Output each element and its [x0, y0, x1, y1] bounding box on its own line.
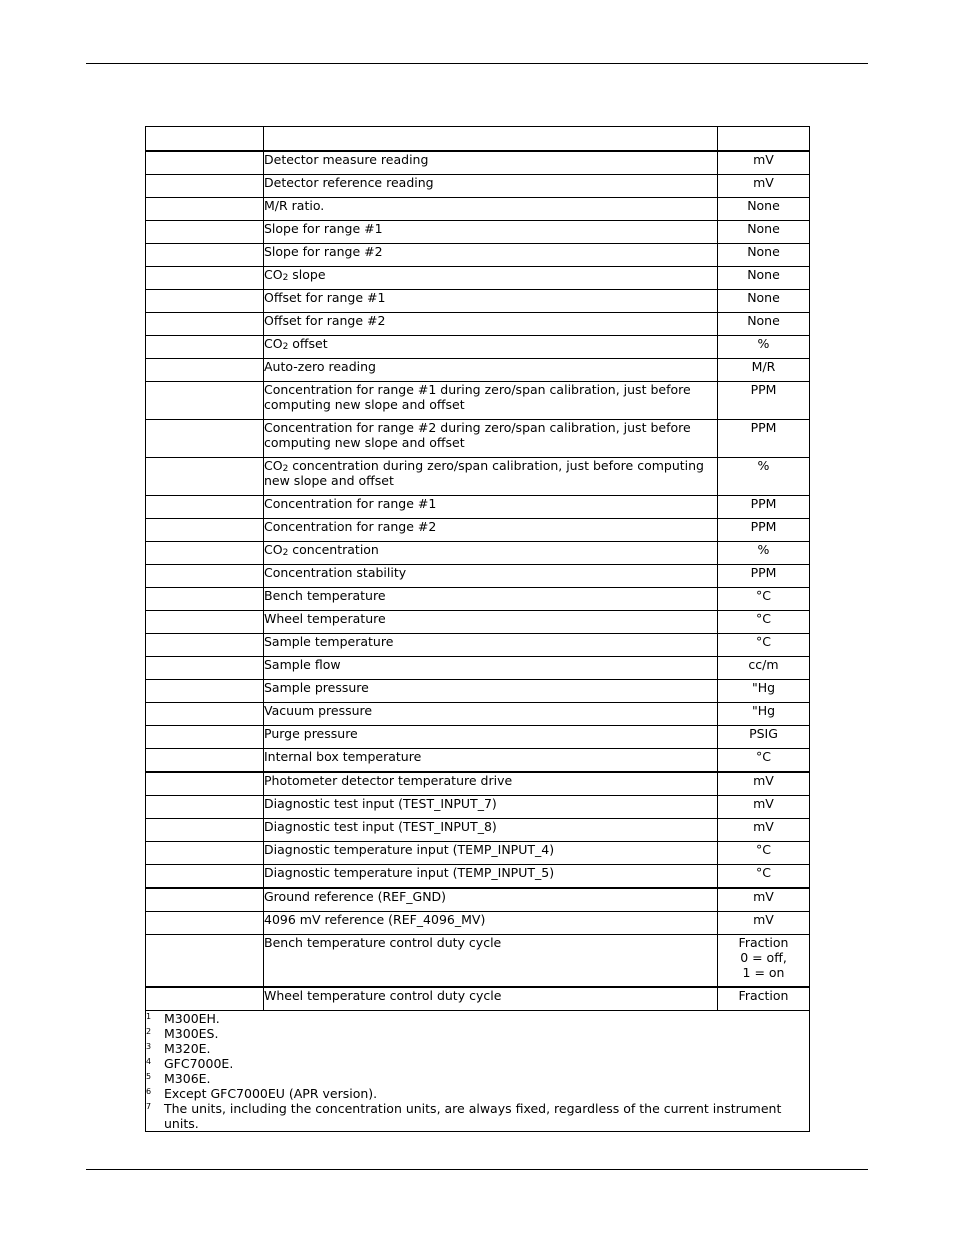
footnote — [146, 1056, 809, 1071]
parameter-description: 4096 mV reference (REF_4096_MV) — [264, 912, 718, 935]
description-text: concentration during zero/span calibration, just before computing new slope and offset — [264, 458, 704, 488]
parameter-units: PPM — [718, 496, 810, 519]
parameter-description: Offset for range #2 — [264, 313, 718, 336]
table-row — [146, 267, 810, 290]
parameter-description: Bench temperature control duty cycle — [264, 935, 718, 988]
table-row — [146, 935, 810, 988]
parameter-name — [146, 842, 264, 865]
footnote-number: 4 — [146, 1057, 152, 1066]
footnote-number: 3 — [146, 1042, 152, 1051]
parameter-name — [146, 987, 264, 1011]
parameter-units: None — [718, 267, 810, 290]
table-row — [146, 519, 810, 542]
parameter-description: Concentration for range #2 during zero/span calibration, just before computing new slope and offset — [264, 420, 718, 458]
parameter-units: None — [718, 290, 810, 313]
parameter-units: °C — [718, 588, 810, 611]
parameter-name — [146, 175, 264, 198]
parameter-description: Detector reference reading — [264, 175, 718, 198]
footnote — [146, 1011, 809, 1026]
table-row — [146, 819, 810, 842]
description-text: concentration — [288, 542, 379, 557]
header-rule — [86, 63, 868, 64]
parameter-units: PPM — [718, 382, 810, 420]
parameter-description — [264, 542, 718, 565]
parameter-units: % — [718, 542, 810, 565]
parameter-name — [146, 772, 264, 796]
parameter-name — [146, 796, 264, 819]
parameter-units: mV — [718, 912, 810, 935]
units-line: 0 = off, — [740, 950, 787, 965]
table-row — [146, 912, 810, 935]
footnote — [146, 1086, 809, 1101]
table-row — [146, 680, 810, 703]
parameter-name — [146, 359, 264, 382]
table-row — [146, 313, 810, 336]
parameter-units — [718, 935, 810, 988]
parameter-units: None — [718, 198, 810, 221]
parameter-description: Diagnostic temperature input (TEMP_INPUT_4) — [264, 842, 718, 865]
parameter-name — [146, 703, 264, 726]
header-cell — [718, 127, 810, 152]
parameter-description: Vacuum pressure — [264, 703, 718, 726]
parameter-units: °C — [718, 842, 810, 865]
parameter-units: mV — [718, 819, 810, 842]
parameter-units: mV — [718, 888, 810, 912]
footnote-text: M300ES. — [164, 1026, 219, 1041]
parameter-units: % — [718, 336, 810, 359]
subscript: 2 — [282, 548, 289, 558]
parameter-units: °C — [718, 611, 810, 634]
parameter-name — [146, 657, 264, 680]
footnote — [146, 1071, 809, 1086]
description-text: offset — [288, 336, 328, 351]
parameter-description: Sample temperature — [264, 634, 718, 657]
parameter-name — [146, 888, 264, 912]
subscript: 2 — [282, 273, 289, 283]
parameter-name — [146, 267, 264, 290]
parameter-units: PPM — [718, 565, 810, 588]
parameter-name — [146, 819, 264, 842]
parameter-name — [146, 290, 264, 313]
parameter-units: PPM — [718, 519, 810, 542]
parameter-description: Diagnostic test input (TEST_INPUT_7) — [264, 796, 718, 819]
table-row — [146, 290, 810, 313]
units-line: 1 = on — [742, 965, 785, 980]
table-row — [146, 657, 810, 680]
parameter-units: mV — [718, 175, 810, 198]
table-row — [146, 175, 810, 198]
parameter-units: PPM — [718, 420, 810, 458]
parameter-description: Diagnostic temperature input (TEMP_INPUT_5) — [264, 865, 718, 889]
footnote-text: GFC7000E. — [164, 1056, 234, 1071]
table-row — [146, 842, 810, 865]
parameter-description: Slope for range #2 — [264, 244, 718, 267]
parameter-description: Concentration for range #1 during zero/span calibration, just before computing new slope and offset — [264, 382, 718, 420]
footer-rule — [86, 1169, 868, 1170]
footnote-text: M300EH. — [164, 1011, 220, 1026]
table-row — [146, 359, 810, 382]
parameter-name — [146, 198, 264, 221]
parameter-units: Fraction — [718, 987, 810, 1011]
parameter-name — [146, 382, 264, 420]
table-row — [146, 336, 810, 359]
header-cell — [146, 127, 264, 152]
parameter-units: % — [718, 458, 810, 496]
table-row — [146, 420, 810, 458]
table-row — [146, 772, 810, 796]
parameter-description: Purge pressure — [264, 726, 718, 749]
parameter-name — [146, 519, 264, 542]
parameter-units: °C — [718, 865, 810, 889]
parameter-name — [146, 680, 264, 703]
parameter-description: Detector measure reading — [264, 151, 718, 175]
table-row — [146, 726, 810, 749]
footnote — [146, 1101, 809, 1131]
table-row — [146, 588, 810, 611]
parameter-name — [146, 611, 264, 634]
table-row — [146, 244, 810, 267]
footnotes-row — [146, 1011, 810, 1132]
parameter-name — [146, 588, 264, 611]
parameter-units: "Hg — [718, 703, 810, 726]
table-row — [146, 221, 810, 244]
parameter-description — [264, 267, 718, 290]
table-row — [146, 458, 810, 496]
parameter-units: °C — [718, 749, 810, 773]
table-row — [146, 796, 810, 819]
parameter-description: Ground reference (REF_GND) — [264, 888, 718, 912]
parameter-name — [146, 865, 264, 889]
parameter-name — [146, 244, 264, 267]
parameter-description: Photometer detector temperature drive — [264, 772, 718, 796]
parameter-description: Concentration for range #1 — [264, 496, 718, 519]
parameter-units: mV — [718, 796, 810, 819]
parameter-description: Sample flow — [264, 657, 718, 680]
parameter-description: Wheel temperature — [264, 611, 718, 634]
description-text: CO — [264, 542, 283, 557]
parameter-description: Slope for range #1 — [264, 221, 718, 244]
parameter-units: cc/m — [718, 657, 810, 680]
table-row — [146, 749, 810, 773]
parameter-name — [146, 726, 264, 749]
footnote-number: 1 — [146, 1012, 152, 1021]
footnote-number: 2 — [146, 1027, 152, 1036]
table-row — [146, 151, 810, 175]
parameter-units: None — [718, 244, 810, 267]
parameter-name — [146, 151, 264, 175]
parameter-description: Sample pressure — [264, 680, 718, 703]
footnote — [146, 1026, 809, 1041]
parameter-name — [146, 420, 264, 458]
parameter-name — [146, 336, 264, 359]
parameter-name — [146, 313, 264, 336]
parameter-description: M/R ratio. — [264, 198, 718, 221]
description-text: slope — [288, 267, 326, 282]
footnote-number: 5 — [146, 1072, 152, 1081]
test-parameters-table — [145, 126, 810, 1132]
parameter-description: Offset for range #1 — [264, 290, 718, 313]
description-text: CO — [264, 336, 283, 351]
parameter-description: Internal box temperature — [264, 749, 718, 773]
parameter-description: Bench temperature — [264, 588, 718, 611]
table-row — [146, 987, 810, 1011]
parameter-units: °C — [718, 634, 810, 657]
footnote-number: 6 — [146, 1087, 152, 1096]
table-row — [146, 634, 810, 657]
footnote-text: Except GFC7000EU (APR version). — [164, 1086, 378, 1101]
subscript: 2 — [282, 464, 289, 474]
parameter-name — [146, 221, 264, 244]
parameter-name — [146, 458, 264, 496]
parameter-name — [146, 749, 264, 773]
parameter-units: mV — [718, 151, 810, 175]
parameter-units: None — [718, 313, 810, 336]
table-row — [146, 198, 810, 221]
table-row — [146, 865, 810, 889]
footnote-text: M320E. — [164, 1041, 211, 1056]
table-header-row — [146, 127, 810, 152]
parameter-description: Wheel temperature control duty cycle — [264, 987, 718, 1011]
parameter-name — [146, 542, 264, 565]
table-row — [146, 382, 810, 420]
parameter-description: Concentration for range #2 — [264, 519, 718, 542]
parameter-description: Concentration stability — [264, 565, 718, 588]
parameter-units: PSIG — [718, 726, 810, 749]
footnotes — [146, 1011, 810, 1132]
parameter-units: mV — [718, 772, 810, 796]
description-text: CO — [264, 267, 283, 282]
table-row — [146, 888, 810, 912]
parameter-units: M/R — [718, 359, 810, 382]
parameter-description: Auto-zero reading — [264, 359, 718, 382]
table-row — [146, 542, 810, 565]
parameter-name — [146, 496, 264, 519]
table-row — [146, 565, 810, 588]
parameter-description — [264, 458, 718, 496]
parameter-description — [264, 336, 718, 359]
description-text: CO — [264, 458, 283, 473]
footnote — [146, 1041, 809, 1056]
footnote-text: The units, including the concentration units, are always fixed, regardless of the current instrument units. — [164, 1101, 782, 1131]
parameter-units: "Hg — [718, 680, 810, 703]
table-row — [146, 703, 810, 726]
parameter-description: Diagnostic test input (TEST_INPUT_8) — [264, 819, 718, 842]
footnote-number: 7 — [146, 1102, 152, 1111]
table-row — [146, 496, 810, 519]
units-line: Fraction — [738, 935, 789, 950]
subscript: 2 — [282, 342, 289, 352]
parameter-units: None — [718, 221, 810, 244]
footnote-text: M306E. — [164, 1071, 211, 1086]
parameter-name — [146, 912, 264, 935]
header-cell — [264, 127, 718, 152]
table-row — [146, 611, 810, 634]
parameter-name — [146, 565, 264, 588]
parameter-name — [146, 634, 264, 657]
parameter-name — [146, 935, 264, 988]
